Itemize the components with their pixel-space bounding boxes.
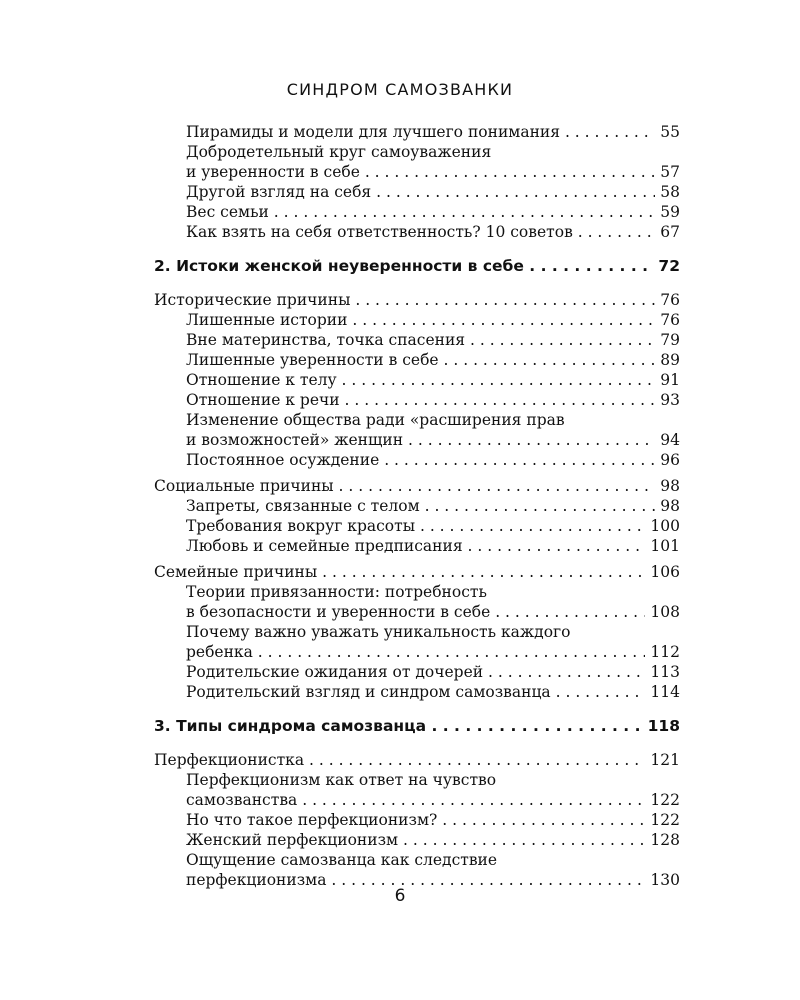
toc-entry-title: Лишенные истории . . .	[186, 311, 680, 329]
toc-entry-page: 98	[655, 476, 680, 496]
toc-entry-title: Теории привязанности: потребность	[186, 583, 487, 601]
toc-entry	[154, 142, 680, 162]
toc-entry	[154, 330, 680, 350]
toc-entry	[154, 450, 680, 470]
toc-entry-page: 67	[655, 222, 680, 242]
toc-entry	[154, 562, 680, 582]
toc-entry-title: Родительский взгляд и синдром самозванца . . .	[186, 683, 680, 701]
toc-entry-title: Как взять на себя ответственность? 10 советов . . .	[186, 223, 680, 241]
toc-entry-title: Социальные причины . . .	[154, 477, 680, 495]
toc-entry-title: и возможностей» женщин . . .	[186, 431, 680, 449]
toc-entry-page: 121	[645, 750, 680, 770]
toc-entry	[154, 790, 680, 810]
toc-entry	[154, 770, 680, 790]
toc-entry-page: 91	[655, 370, 680, 390]
toc-entry-page: 122	[645, 790, 680, 810]
toc-chapter	[154, 256, 680, 276]
toc-entry-page: 55	[655, 122, 680, 142]
toc-entry	[154, 496, 680, 516]
toc-entry	[154, 476, 680, 496]
toc-entry-page: 98	[655, 496, 680, 516]
toc-entry-page: 106	[645, 562, 680, 582]
toc-entry	[154, 202, 680, 222]
toc-entry-title: Отношение к речи . . .	[186, 391, 680, 409]
toc-entry-title: в безопасности и уверенности в себе . . .	[186, 603, 680, 621]
toc-entry-page: 118	[643, 716, 680, 736]
toc-entry	[154, 582, 680, 602]
toc-entry	[154, 430, 680, 450]
toc-entry-title: Любовь и семейные предписания . . .	[186, 537, 680, 555]
toc-spacer	[154, 736, 680, 750]
toc-entry-title: Исторические причины . . .	[154, 291, 680, 309]
toc-entry-page: 94	[655, 430, 680, 450]
toc-entry-title: Семейные причины . . .	[154, 563, 680, 581]
toc-entry-title: Ощущение самозванца как следствие	[186, 851, 498, 869]
toc-entry-title: Вне материнства, точка спасения . . .	[186, 331, 680, 349]
toc-entry	[154, 350, 680, 370]
toc-entry-title: Женский перфекционизм . . .	[186, 831, 680, 849]
toc-entry	[154, 222, 680, 242]
toc-entry-page: 59	[655, 202, 680, 222]
toc-spacer	[154, 242, 680, 256]
toc-entry	[154, 310, 680, 330]
toc-entry	[154, 182, 680, 202]
toc-spacer	[154, 702, 680, 716]
toc-entry-page: 96	[655, 450, 680, 470]
toc-entry-title: 3. Типы синдрома самозванца . . .	[154, 717, 680, 735]
toc-entry-title: Изменение общества ради «расширения прав	[186, 411, 565, 429]
toc-entry-page: 57	[655, 162, 680, 182]
toc-entry-title: Другой взгляд на себя . . .	[186, 183, 680, 201]
toc-entry	[154, 682, 680, 702]
toc-entry-title: самозванства . . .	[186, 791, 680, 809]
toc-entry-title: Перфекционистка . . .	[154, 751, 680, 769]
toc-entry	[154, 830, 680, 850]
toc-entry-title: и уверенности в себе . . .	[186, 163, 680, 181]
toc-entry-page: 114	[645, 682, 680, 702]
toc-entry-page: 89	[655, 350, 680, 370]
toc-entry-page: 79	[655, 330, 680, 350]
toc-entry-title: Отношение к телу . . .	[186, 371, 680, 389]
page-number: 6	[394, 886, 406, 906]
toc-entry-page: 76	[655, 290, 680, 310]
toc-entry	[154, 390, 680, 410]
toc-entry-title: Требования вокруг красоты . . .	[186, 517, 680, 535]
toc-entry-title: Но что такое перфекционизм? . . .	[186, 811, 680, 829]
toc-entry-page: 76	[655, 310, 680, 330]
toc-entry-title: Постоянное осуждение . . .	[186, 451, 680, 469]
toc-entry-page: 72	[653, 256, 680, 276]
toc-entry	[154, 662, 680, 682]
toc-entry-page: 112	[645, 642, 680, 662]
toc-entry	[154, 122, 680, 142]
toc-entry-page: 101	[645, 536, 680, 556]
toc-entry-page: 93	[655, 390, 680, 410]
toc-entry-page: 113	[645, 662, 680, 682]
toc-entry	[154, 850, 680, 870]
toc-entry-title: Почему важно уважать уникальность каждого	[186, 623, 571, 641]
toc-entry-title: Добродетельный круг самоуважения	[186, 143, 492, 161]
toc-entry	[154, 622, 680, 642]
toc-entry-title: Перфекционизм как ответ на чувство	[186, 771, 497, 789]
toc-entry-title: перфекционизма . . .	[186, 871, 680, 889]
toc-entry-title: Вес семьи . . .	[186, 203, 680, 221]
toc-entry-page: 130	[645, 870, 680, 890]
toc-entry	[154, 516, 680, 536]
toc-entry-page: 108	[645, 602, 680, 622]
toc-entry	[154, 642, 680, 662]
toc-entry-page: 58	[655, 182, 680, 202]
toc-entry	[154, 536, 680, 556]
toc-entry-title: Пирамиды и модели для лучшего понимания . . .	[186, 123, 680, 141]
toc-chapter	[154, 716, 680, 736]
toc-entry	[154, 162, 680, 182]
toc-entry-page: 122	[645, 810, 680, 830]
toc-entry	[154, 810, 680, 830]
toc-entry	[154, 602, 680, 622]
toc-entry-title: 2. Истоки женской неуверенности в себе . . .	[154, 257, 680, 275]
running-title: СИНДРОМ САМОЗВАНКИ	[286, 80, 514, 99]
toc-entry-title: Лишенные уверенности в себе . . .	[186, 351, 680, 369]
toc-entry	[154, 750, 680, 770]
toc-entry-title: Запреты, связанные с телом . . .	[186, 497, 680, 515]
toc-spacer	[154, 276, 680, 290]
toc-entry-page: 128	[645, 830, 680, 850]
toc-entry-title: ребенка . . .	[186, 643, 680, 661]
toc-entry	[154, 410, 680, 430]
toc-entry	[154, 290, 680, 310]
table-of-contents	[154, 122, 680, 890]
toc-entry-title: Родительские ожидания от дочерей . . .	[186, 663, 680, 681]
toc-entry-page: 100	[645, 516, 680, 536]
toc-entry	[154, 370, 680, 390]
